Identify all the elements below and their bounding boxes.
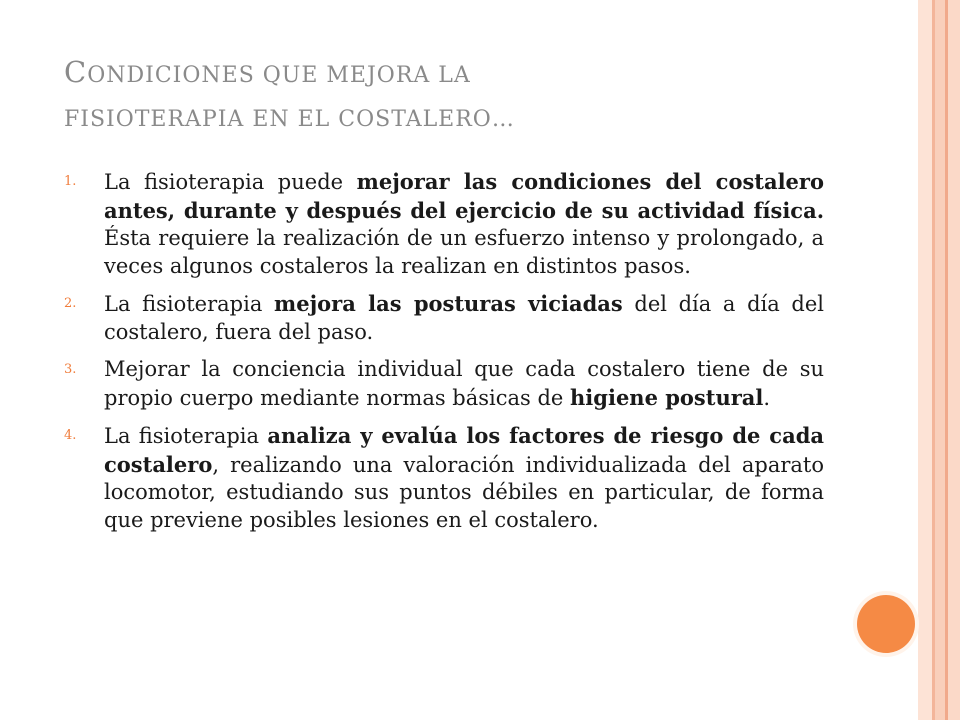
list-item [64, 168, 824, 280]
text-run: Mejorar la conciencia individual que cada costalero tiene de su propio cuerpo mediante normas básicas de [104, 357, 824, 410]
list-text [104, 168, 824, 280]
slide-title [64, 50, 784, 142]
bold-text: analiza y evalúa los factores de riesgo de cada costalero [104, 423, 824, 477]
list-item [64, 290, 824, 346]
text-run: La fisioterapia [104, 424, 268, 448]
decorative-stripe [935, 0, 945, 720]
decorative-stripe [918, 0, 932, 720]
title-line-1-rest: ONDICIONES QUE MEJORA LA [87, 63, 471, 88]
list-text [104, 290, 824, 346]
text-run: La fisioterapia puede [104, 170, 357, 194]
title-line-2: FISIOTERAPIA EN EL COSTALERO… [64, 107, 515, 132]
text-run: , realizando una valoración individualizada del aparato locomotor, estudiando sus puntos débiles en particular, de forma que previene posibles lesiones en el costalero. [104, 452, 824, 532]
list-number: 1. [64, 174, 77, 189]
numbered-list [64, 168, 824, 544]
text-run: La fisioterapia [104, 292, 274, 316]
list-number: 3. [64, 362, 77, 377]
decorative-circle [857, 595, 915, 653]
list-number: 4. [64, 428, 77, 443]
bold-text: mejorar las condiciones del costalero antes, durante y después del ejercicio de su actividad física. [104, 169, 824, 223]
list-item [64, 422, 824, 534]
text-run: Ésta requiere la realización de un esfuerzo intenso y prolongado, a veces algunos costaleros la realizan en distintos pasos. [104, 226, 824, 278]
list-text [104, 356, 824, 412]
decorative-stripe [948, 0, 960, 720]
bold-text: mejora las posturas viciadas [274, 291, 623, 316]
text-run: del día a día del costalero, fuera del paso. [104, 292, 824, 344]
title-line-1 [64, 50, 784, 98]
list-item [64, 356, 824, 412]
title-initial: C [64, 55, 88, 89]
bold-text: higiene postural [570, 384, 764, 410]
text-run: . [763, 385, 771, 410]
list-text [104, 422, 824, 534]
list-number: 2. [64, 296, 77, 311]
